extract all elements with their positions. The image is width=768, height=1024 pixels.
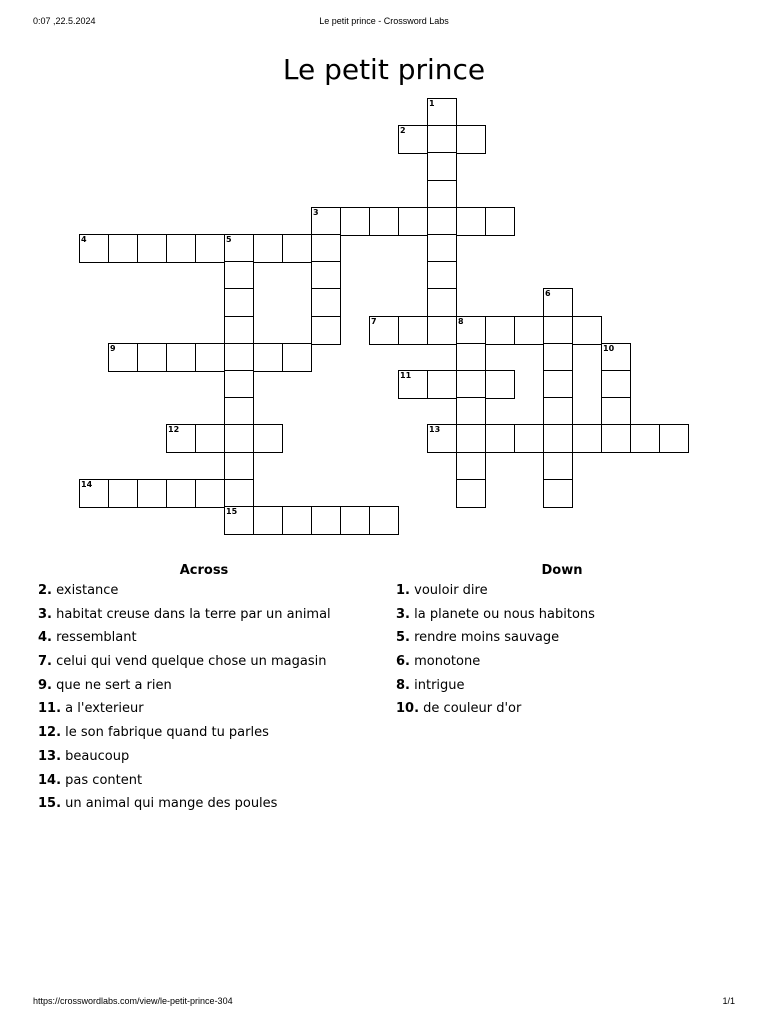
- grid-cell[interactable]: [572, 316, 602, 345]
- grid-cell[interactable]: [108, 234, 138, 263]
- grid-cell[interactable]: [485, 316, 515, 345]
- grid-cell[interactable]: [601, 424, 631, 453]
- grid-cell[interactable]: [311, 234, 341, 263]
- grid-cell[interactable]: [224, 370, 254, 399]
- grid-cell[interactable]: [427, 370, 457, 399]
- grid-cell[interactable]: [456, 207, 486, 236]
- clue-across: [38, 748, 370, 772]
- grid-cell[interactable]: [224, 397, 254, 426]
- grid-cell[interactable]: [427, 424, 457, 453]
- clue-down: [396, 582, 736, 606]
- clue-across: [38, 677, 370, 701]
- print-footer: [33, 996, 735, 1010]
- clue-across: [38, 582, 370, 606]
- clue-across: [38, 700, 370, 724]
- grid-cell[interactable]: [224, 452, 254, 481]
- grid-cell[interactable]: [601, 397, 631, 426]
- grid-cell[interactable]: [572, 424, 602, 453]
- grid-cell[interactable]: [427, 261, 457, 290]
- clue-text: habitat creuse dans la terre par un animal: [56, 606, 331, 622]
- clue-text: vouloir dire: [414, 583, 488, 598]
- grid-cell[interactable]: [224, 288, 254, 317]
- grid-cell[interactable]: [224, 479, 254, 508]
- grid-cell[interactable]: [456, 452, 486, 481]
- grid-cell[interactable]: [514, 316, 544, 345]
- across-heading: Across: [179, 563, 229, 578]
- cell-number: 3: [313, 207, 319, 217]
- print-doc-title: Le petit prince - Crossword Labs: [319, 16, 449, 26]
- grid-cell[interactable]: [108, 479, 138, 508]
- grid-cell[interactable]: [543, 452, 573, 481]
- cell-number: 4: [81, 235, 87, 244]
- grid-cell[interactable]: [543, 397, 573, 426]
- grid-cell[interactable]: [427, 98, 457, 127]
- clue-text: que ne sert a rien: [56, 677, 172, 693]
- grid-cell[interactable]: [137, 234, 167, 263]
- grid-cell[interactable]: [282, 506, 312, 535]
- clue-text: monotone: [414, 654, 481, 670]
- grid-cell[interactable]: [253, 234, 283, 263]
- grid-cell[interactable]: [427, 125, 457, 154]
- grid-cell[interactable]: [311, 207, 341, 236]
- grid-cell[interactable]: [456, 343, 486, 372]
- grid-cell[interactable]: [311, 261, 341, 290]
- grid-cell[interactable]: [166, 343, 196, 372]
- clue-down: [396, 677, 736, 701]
- across-clue-list: [38, 582, 370, 819]
- grid-cell[interactable]: [108, 343, 138, 372]
- grid-cell[interactable]: [659, 424, 689, 453]
- down-heading: Down: [541, 563, 583, 578]
- grid-cell[interactable]: [398, 207, 428, 236]
- down-clues: [396, 562, 736, 724]
- grid-cell[interactable]: [543, 424, 573, 453]
- clue-text: pas content: [65, 772, 143, 788]
- grid-cell[interactable]: [224, 343, 254, 372]
- clue-down: [396, 653, 736, 677]
- cell-number: 5: [226, 235, 232, 244]
- grid-cell[interactable]: [398, 125, 428, 154]
- clue-number: 12.: [38, 725, 62, 741]
- grid-cell[interactable]: [427, 288, 457, 317]
- clue-text: ressemblant: [56, 630, 137, 646]
- cell-number: 13: [429, 425, 441, 435]
- grid-cell[interactable]: [340, 506, 370, 535]
- grid-cell[interactable]: [543, 479, 573, 508]
- grid-cell[interactable]: [427, 207, 457, 236]
- cell-number: 7: [371, 316, 377, 326]
- clue-number: 6.: [396, 654, 410, 670]
- grid-cell[interactable]: [369, 207, 399, 236]
- grid-cell[interactable]: [485, 370, 515, 399]
- cell-number: 8: [458, 316, 464, 326]
- grid-cell[interactable]: [456, 479, 486, 508]
- clue-text: beaucoup: [65, 748, 130, 764]
- print-page-number: 1/1: [722, 996, 735, 1006]
- across-clues: [38, 562, 370, 819]
- grid-cell[interactable]: [543, 316, 573, 345]
- clue-number: 13.: [38, 748, 62, 764]
- cell-number: 9: [110, 343, 116, 353]
- grid-cell[interactable]: [427, 180, 457, 209]
- grid-cell[interactable]: [456, 370, 486, 399]
- grid-cell[interactable]: [369, 506, 399, 535]
- grid-cell[interactable]: [456, 316, 486, 345]
- grid-cell[interactable]: [398, 316, 428, 345]
- print-url: https://crosswordlabs.com/view/le-petit-prince-304: [33, 996, 233, 1006]
- clue-number: 15.: [38, 796, 62, 812]
- clue-text: rendre moins sauvage: [414, 630, 560, 646]
- grid-cell[interactable]: [427, 152, 457, 181]
- grid-cell[interactable]: [601, 343, 631, 372]
- clue-down: [396, 700, 736, 724]
- clue-down: [396, 606, 736, 630]
- grid-cell[interactable]: [137, 479, 167, 508]
- cell-number: 12: [168, 425, 180, 435]
- grid-cell[interactable]: [514, 424, 544, 453]
- clue-across: [38, 772, 370, 796]
- grid-cell[interactable]: [456, 125, 486, 154]
- down-clue-list: [396, 582, 736, 724]
- grid-cell[interactable]: [311, 288, 341, 317]
- grid-cell[interactable]: [224, 261, 254, 290]
- grid-cell[interactable]: [311, 316, 341, 345]
- grid-cell[interactable]: [398, 370, 428, 399]
- grid-cell[interactable]: [195, 479, 225, 508]
- grid-cell[interactable]: [369, 316, 399, 345]
- grid-cell[interactable]: [224, 316, 254, 345]
- clue-number: 9.: [38, 677, 52, 693]
- grid-cell[interactable]: [311, 506, 341, 535]
- clue-number: 1.: [396, 583, 410, 598]
- clue-number: 3.: [396, 606, 410, 622]
- cell-number: 1: [429, 99, 435, 108]
- print-datetime: 0:07 ,22.5.2024: [33, 16, 96, 26]
- grid-cell[interactable]: [195, 343, 225, 372]
- grid-cell[interactable]: [340, 207, 370, 236]
- clue-number: 10.: [396, 701, 420, 717]
- grid-cell[interactable]: [456, 397, 486, 426]
- clue-number: 4.: [38, 630, 52, 646]
- grid-cell[interactable]: [282, 234, 312, 263]
- cell-number: 11: [400, 371, 412, 380]
- grid-cell[interactable]: [485, 424, 515, 453]
- grid-cell[interactable]: [427, 316, 457, 345]
- cell-number: 6: [545, 289, 551, 299]
- clue-text: intrigue: [414, 677, 465, 693]
- grid-cell[interactable]: [543, 370, 573, 399]
- clue-across: [38, 606, 370, 630]
- grid-cell[interactable]: [543, 288, 573, 317]
- cell-number: 10: [603, 343, 615, 353]
- clue-number: 2.: [38, 583, 52, 598]
- clue-text: un animal qui mange des poules: [65, 796, 278, 812]
- grid-cell[interactable]: [224, 234, 254, 263]
- grid-cell[interactable]: [79, 479, 109, 508]
- clue-text: la planete ou nous habitons: [414, 606, 595, 622]
- grid-cell[interactable]: [427, 234, 457, 263]
- clue-across: [38, 724, 370, 748]
- cell-number: 2: [400, 126, 406, 136]
- clue-text: de couleur d'or: [423, 701, 522, 717]
- clue-down: [396, 629, 736, 653]
- clue-text: existance: [56, 583, 119, 598]
- grid-cell[interactable]: [137, 343, 167, 372]
- cell-number: 15: [226, 507, 238, 516]
- grid-cell[interactable]: [456, 424, 486, 453]
- clue-number: 7.: [38, 654, 52, 670]
- grid-cell[interactable]: [253, 343, 283, 372]
- grid-cell[interactable]: [485, 207, 515, 236]
- grid-cell[interactable]: [543, 343, 573, 372]
- clue-number: 11.: [38, 701, 62, 717]
- grid-cell[interactable]: [166, 424, 196, 453]
- clue-text: le son fabrique quand tu parles: [65, 725, 269, 741]
- grid-cell[interactable]: [282, 343, 312, 372]
- clue-number: 5.: [396, 630, 410, 646]
- clue-number: 8.: [396, 677, 410, 693]
- grid-cell[interactable]: [630, 424, 660, 453]
- grid-cell[interactable]: [166, 479, 196, 508]
- puzzle-title: Le petit prince: [282, 52, 486, 86]
- grid-cell[interactable]: [601, 370, 631, 399]
- grid-cell[interactable]: [253, 424, 283, 453]
- clue-across: [38, 653, 370, 677]
- clue-number: 14.: [38, 772, 62, 788]
- grid-cell[interactable]: [253, 506, 283, 535]
- grid-cell[interactable]: [195, 234, 225, 263]
- clue-across: [38, 795, 370, 819]
- grid-cell[interactable]: [195, 424, 225, 453]
- cell-number: 14: [81, 479, 93, 489]
- clue-text: a l'exterieur: [65, 701, 144, 717]
- grid-cell[interactable]: [166, 234, 196, 263]
- clue-text: celui qui vend quelque chose un magasin: [56, 654, 327, 670]
- grid-cell[interactable]: [79, 234, 109, 263]
- clue-number: 3.: [38, 606, 52, 622]
- grid-cell[interactable]: [224, 506, 254, 535]
- grid-cell[interactable]: [224, 424, 254, 453]
- clue-across: [38, 629, 370, 653]
